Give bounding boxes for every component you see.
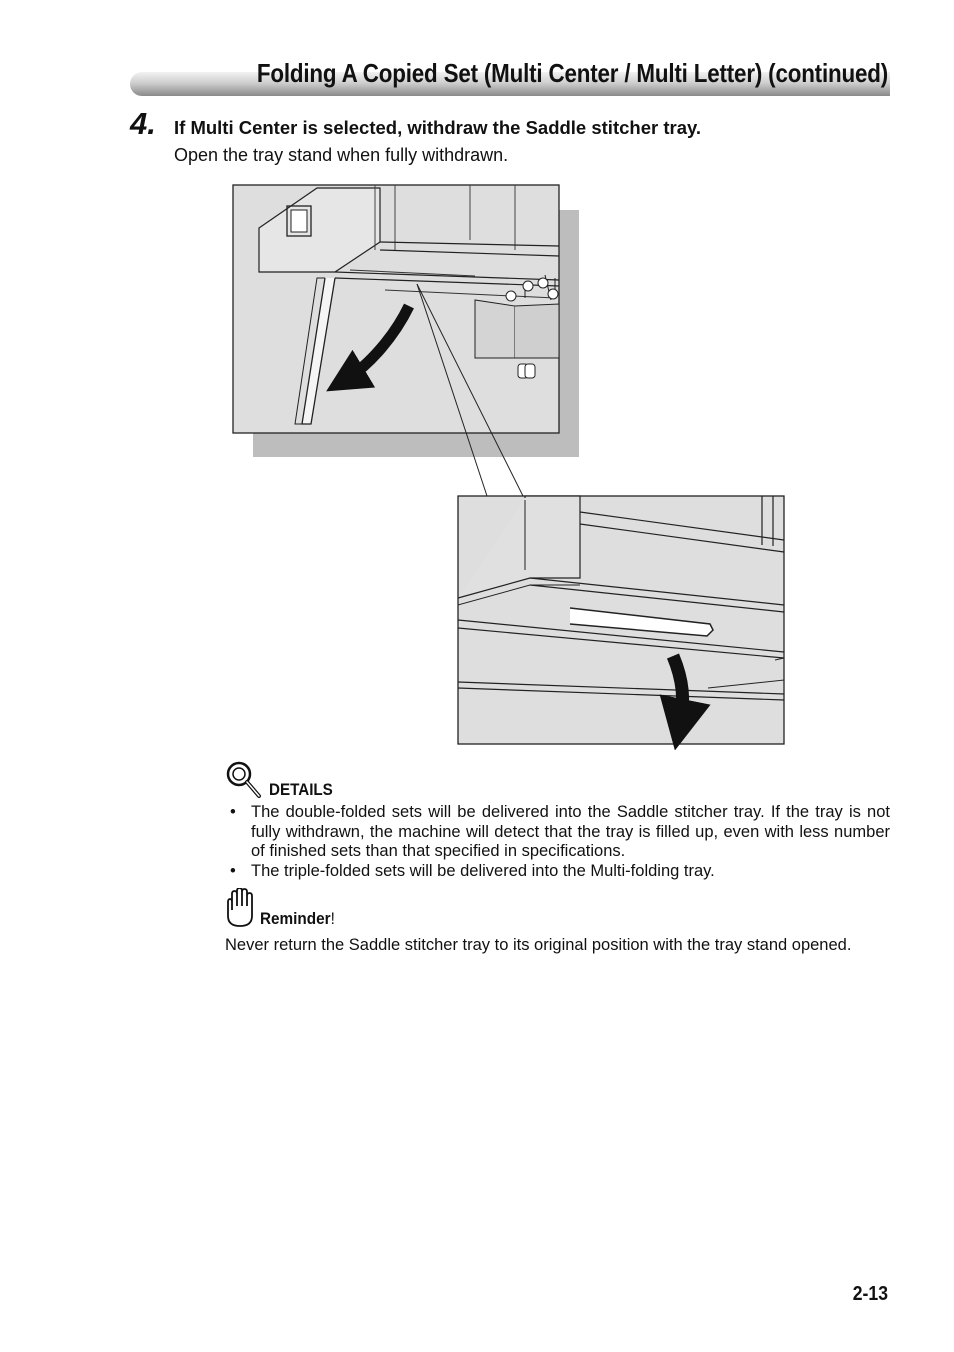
- reminder-label-text: Reminder: [260, 909, 331, 928]
- page-title: Folding A Copied Set (Multi Center / Multi Letter) (continued): [256, 58, 888, 88]
- list-item: [230, 803, 890, 862]
- bullet-icon: •: [230, 803, 236, 821]
- bullet-icon: •: [230, 861, 236, 880]
- step-heading: If Multi Center is selected, withdraw the Saddle stitcher tray.: [174, 117, 702, 138]
- step-subtext: Open the tray stand when fully withdrawn.: [174, 145, 509, 165]
- page-number: 2-13: [852, 1283, 888, 1305]
- details-label: DETAILS: [269, 781, 333, 799]
- step-number: 4.: [130, 106, 156, 141]
- reminder-label: [260, 909, 335, 929]
- list-item: [230, 862, 890, 882]
- reminder-exclamation: !: [330, 909, 335, 928]
- bullet-text: The triple-folded sets will be delivered into the Multi-folding tray.: [251, 861, 715, 880]
- details-bullet-list: [230, 803, 890, 881]
- tray-illustration: [225, 180, 795, 750]
- lower-panel: [458, 496, 784, 744]
- magnifier-icon: [225, 760, 265, 800]
- reminder-text: Never return the Saddle stitcher tray to its original position with the tray stand opened.: [225, 936, 852, 954]
- upper-panel: [233, 185, 579, 457]
- bullet-text: The double-folded sets will be delivered into the Saddle stitcher tray. If the tray is not fully withdrawn, the machine will detect that the tray is filled up, even with less number of finished sets than that specified in specifications.: [251, 803, 890, 860]
- raised-hand-icon: [224, 888, 256, 928]
